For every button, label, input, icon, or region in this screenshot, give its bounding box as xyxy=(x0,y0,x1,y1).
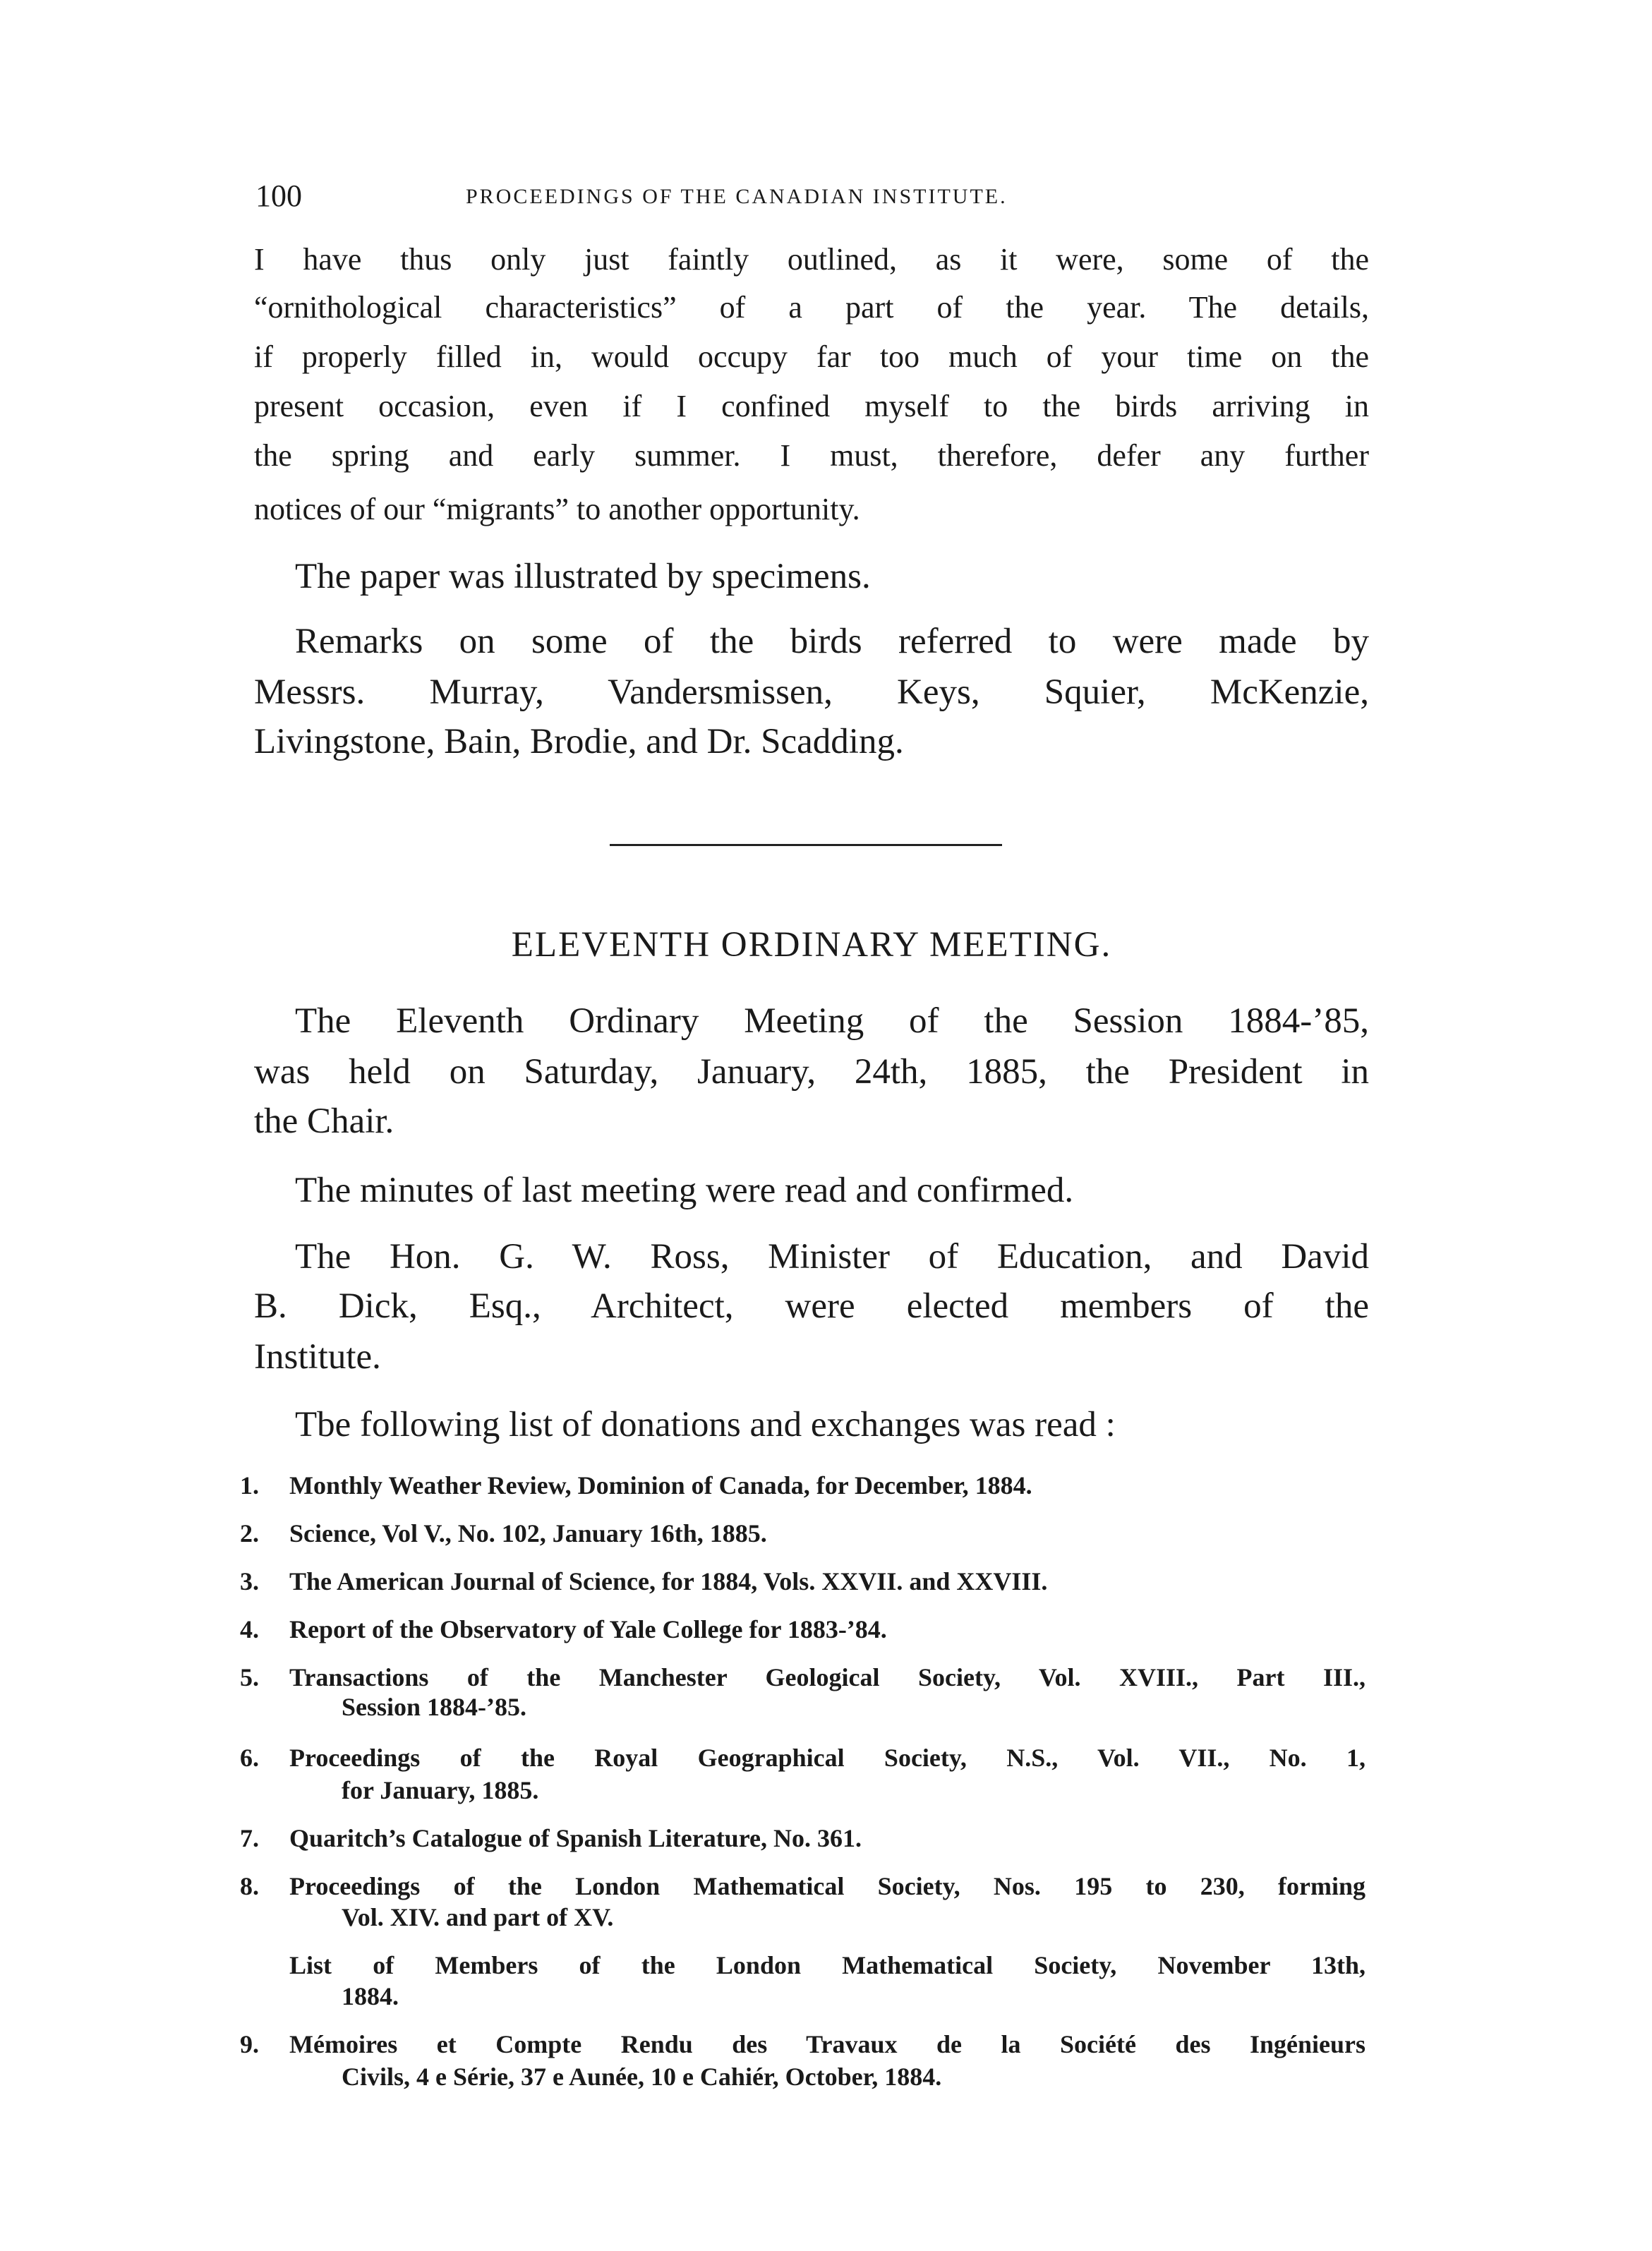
item-text-continued: Session 1884-’85. xyxy=(342,1693,527,1721)
item-text-continued: Civils, 4 e Série, 37 e Aunée, 10 e Cahiér, October, 1884. xyxy=(342,2063,942,2091)
section-divider xyxy=(610,844,1002,846)
text-line: “ornithological characteristics” of a part of the year. The details, xyxy=(254,290,1369,325)
text-line: present occasion, even if I confined myself to the birds arriving in xyxy=(254,389,1369,423)
item-number: 8. xyxy=(240,1872,259,1900)
text-line: was held on Saturday, January, 24th, 1885, the President in xyxy=(254,1052,1369,1092)
text-line: if properly filled in, would occupy far too much of your time on the xyxy=(254,339,1369,374)
item-number: 5. xyxy=(240,1663,259,1691)
item-number: 6. xyxy=(240,1744,259,1772)
item-text: The American Journal of Science, for 1884, Vols. XXVII. and XXVIII. xyxy=(289,1567,1048,1595)
paragraph-specimens: The paper was illustrated by specimens. xyxy=(295,557,871,596)
item-text: Report of the Observatory of Yale College for 1883-’84. xyxy=(289,1615,887,1643)
item-text-continued: Vol. XIV. and part of XV. xyxy=(342,1903,614,1931)
item-text-continued: 1884. xyxy=(342,1982,399,2010)
item-text: Mémoires et Compte Rendu des Travaux de la Société des Ingénieurs xyxy=(289,2030,1365,2058)
text-line: Livingstone, Bain, Brodie, and Dr. Scadding. xyxy=(254,722,904,761)
item-text: List of Members of the London Mathematical Society, November 13th, xyxy=(289,1951,1365,1979)
text-line: notices of our “migrants” to another opportunity. xyxy=(254,492,860,526)
text-line: The Eleventh Ordinary Meeting of the Session 1884-’85, xyxy=(295,1001,1369,1041)
section-heading: ELEVENTH ORDINARY MEETING. xyxy=(511,925,1112,965)
item-text: Monthly Weather Review, Dominion of Canada, for December, 1884. xyxy=(289,1471,1032,1499)
item-number: 4. xyxy=(240,1615,259,1643)
item-number: 9. xyxy=(240,2030,259,2058)
item-text: Proceedings of the London Mathematical Society, Nos. 195 to 230, forming xyxy=(289,1872,1365,1900)
text-line: the Chair. xyxy=(254,1102,394,1141)
text-line: B. Dick, Esq., Architect, were elected members of the xyxy=(254,1286,1369,1326)
running-title: PROCEEDINGS OF THE CANADIAN INSTITUTE. xyxy=(466,185,1008,208)
item-text-continued: for January, 1885. xyxy=(342,1776,539,1804)
paragraph-minutes: The minutes of last meeting were read and confirmed. xyxy=(295,1171,1074,1210)
text-line: Remarks on some of the birds referred to were made by xyxy=(295,622,1369,661)
paragraph-donations-intro: Tbe following list of donations and exchanges was read : xyxy=(295,1405,1116,1444)
text-line: Institute. xyxy=(254,1337,381,1377)
text-line: The Hon. G. W. Ross, Minister of Education, and David xyxy=(295,1237,1369,1277)
item-number: 1. xyxy=(240,1471,259,1499)
text-line: I have thus only just faintly outlined, as it were, some of the xyxy=(254,242,1369,277)
item-text: Quaritch’s Catalogue of Spanish Literature, No. 361. xyxy=(289,1824,862,1852)
item-text: Proceedings of the Royal Geographical Society, N.S., Vol. VII., No. 1, xyxy=(289,1744,1365,1772)
text-line: the spring and early summer. I must, therefore, defer any further xyxy=(254,438,1369,473)
text-line: Messrs. Murray, Vandersmissen, Keys, Squier, McKenzie, xyxy=(254,672,1369,712)
item-number: 2. xyxy=(240,1519,259,1547)
item-number: 7. xyxy=(240,1824,259,1852)
item-text: Science, Vol V., No. 102, January 16th, 1885. xyxy=(289,1519,767,1547)
item-number: 3. xyxy=(240,1567,259,1595)
page-number: 100 xyxy=(255,179,302,213)
item-text: Transactions of the Manchester Geological Society, Vol. XVIII., Part III., xyxy=(289,1663,1365,1691)
